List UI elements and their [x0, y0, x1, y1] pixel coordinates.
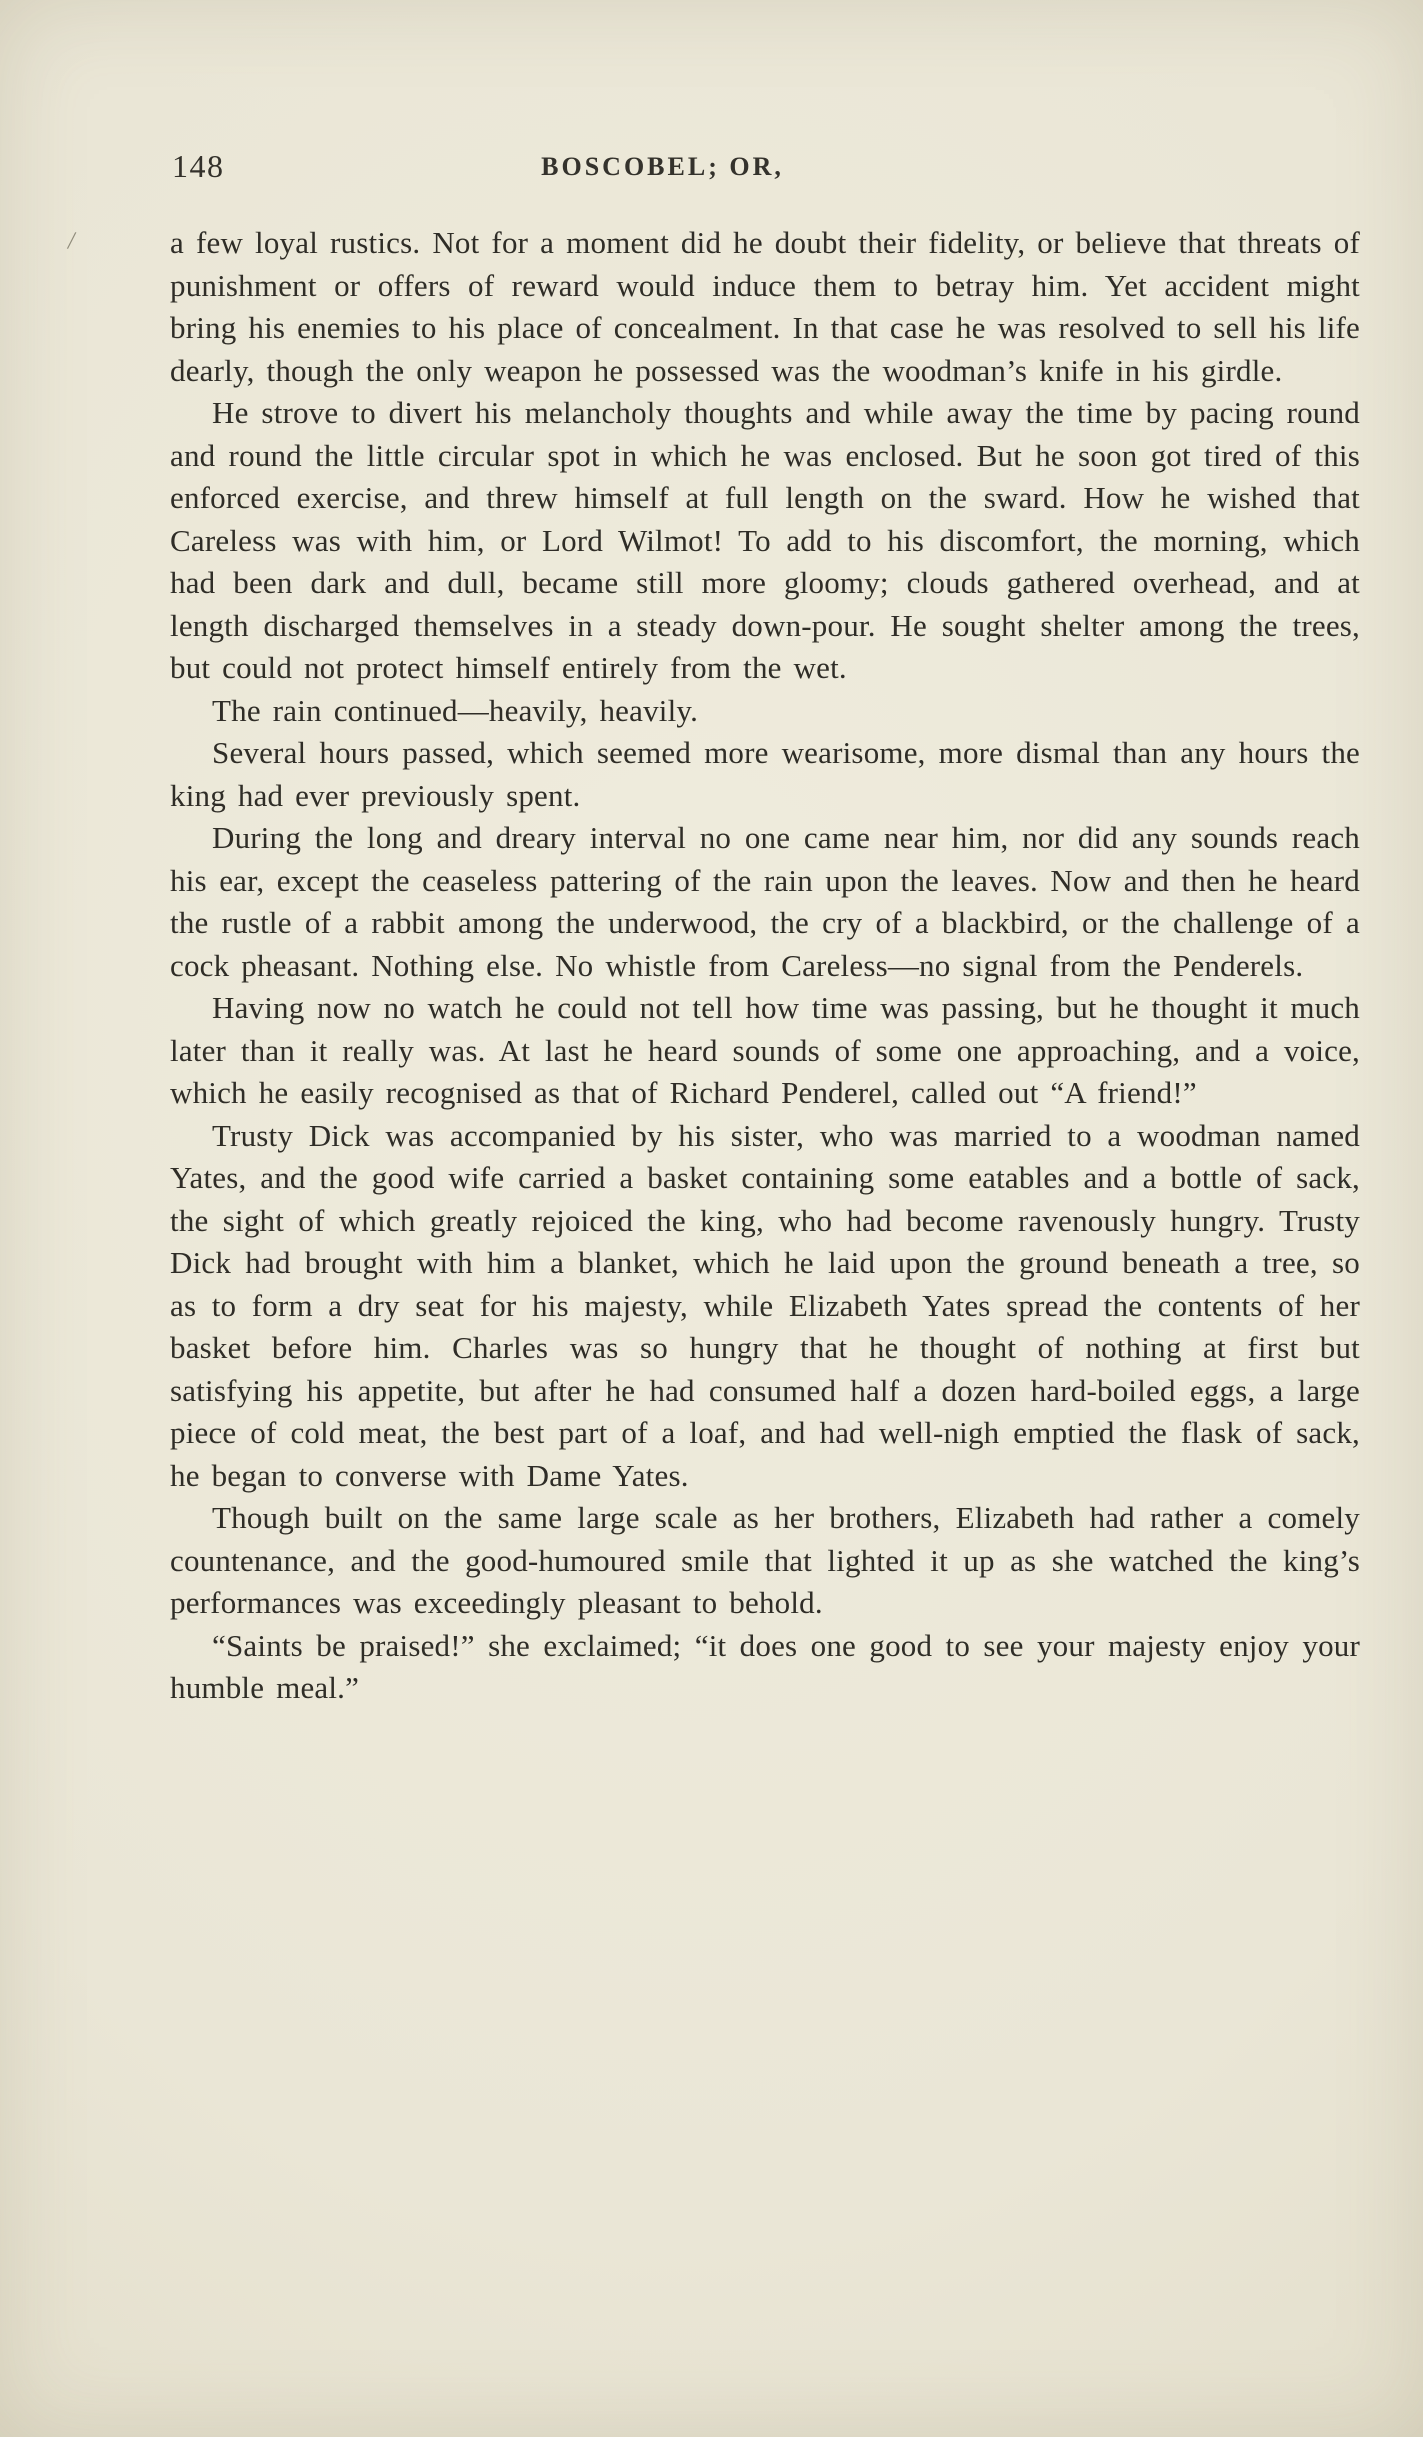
page-body [170, 222, 1360, 1710]
scan-artifact-mark: / [66, 225, 78, 256]
paragraph: “Saints be praised!” she exclaimed; “it does one good to see your majesty enjoy your humble meal.” [170, 1627, 1360, 1705]
running-title: BOSCOBEL; OR, [541, 152, 784, 181]
page-number: 148 [172, 148, 225, 184]
page-header [172, 148, 1343, 192]
paragraph: The rain continued—heavily, heavily. [212, 692, 699, 728]
paragraph: Having now no watch he could not tell how time was passing, but he thought it much later than it really was. At last he heard sounds of some one approaching, and a voice, which he easily recognised as that of Richard Penderel, called out “A friend!” [170, 990, 1360, 1110]
paragraph: a few loyal rustics. Not for a moment did he doubt their fidelity, or believe that threats of punishment or offers of reward would induce them to betray him. Yet accident might bring his enemies to his place of concealment. In that case he was resolved to sell his life dearly, though the only weapon he possessed was the woodman’s knife in his girdle. [170, 225, 1361, 388]
paragraph: He strove to divert his melancholy thoughts and while away the time by pacing round and round the little circular spot in which he was enclosed. But he soon got tired of this enforced exercise, and threw himself at full length on the sward. How he wished that Careless was with him, or Lord Wilmot! To add to his discomfort, the morning, which had been dark and dull, became still more gloomy; clouds gathered overhead, and at length discharged themselves in a steady down-pour. He sought shelter among the trees, but could not protect himself entirely from the wet. [170, 395, 1360, 685]
paragraph: During the long and dreary interval no one came near him, nor did any sounds reach his ear, except the ceaseless pattering of the rain upon the leaves. Now and then he heard the rustle of a rabbit among the underwood, the cry of a blackbird, or the challenge of a cock pheasant. Nothing else. No whistle from Careless—no signal from the Penderels. [170, 820, 1360, 983]
paragraph: Trusty Dick was accompanied by his sister, who was married to a woodman named Yates, and the good wife carried a basket containing some eatables and a bottle of sack, the sight of which greatly rejoiced the king, who had become ravenously hungry. Trusty Dick had brought with him a blanket, which he laid upon the ground beneath a tree, so as to form a dry seat for his majesty, while Elizabeth Yates spread the contents of her basket before him. Charles was so hungry that he thought of nothing at first but satisfying his appetite, but after he had consumed half a dozen hard-boiled eggs, a large piece of cold meat, the best part of a loaf, and had well-nigh emptied the flask of sack, he began to converse with Dame Yates. [170, 1117, 1360, 1493]
paragraph: Several hours passed, which seemed more wearisome, more dismal than any hours the king had ever previously spent. [170, 735, 1360, 813]
paragraph: Though built on the same large scale as her brothers, Elizabeth had rather a comely countenance, and the good-humoured smile that lighted it up as she watched the king’s performances was exceedingly pleasant to behold. [170, 1500, 1360, 1620]
